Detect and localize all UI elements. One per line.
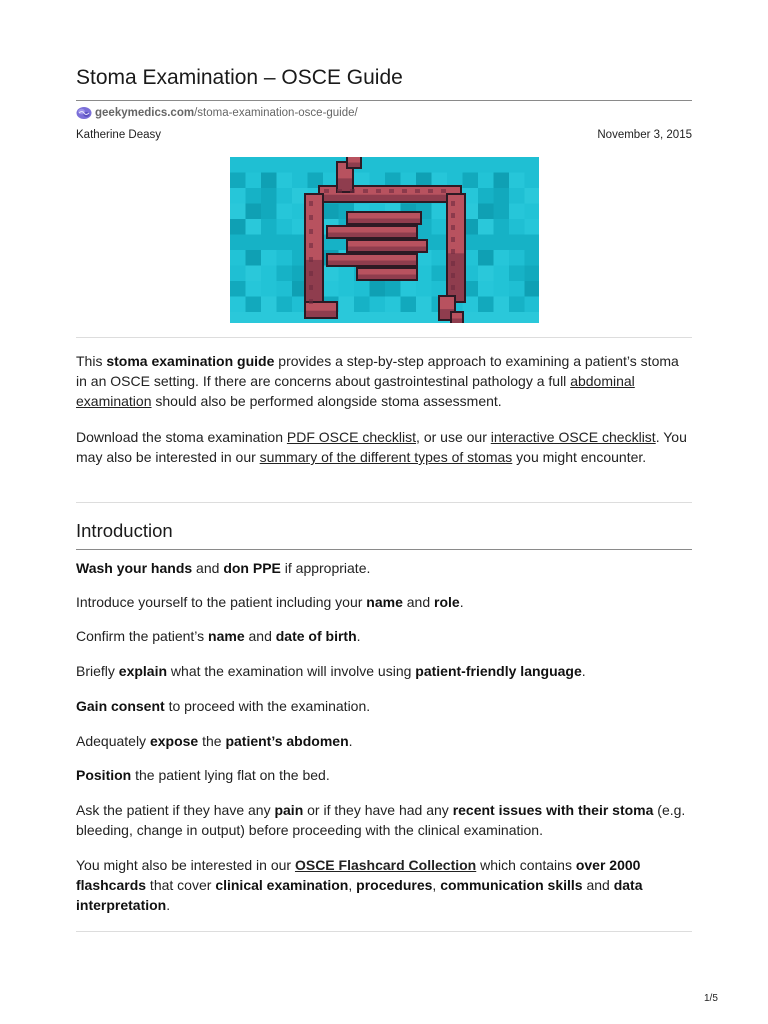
emphasis-text: don PPE — [223, 560, 281, 576]
source-url[interactable] — [76, 105, 358, 121]
inline-link[interactable]: summary of the different types of stomas — [259, 449, 513, 465]
section-paragraph — [76, 592, 692, 612]
emphasis-text: expose — [149, 733, 199, 749]
section-heading: Introduction — [76, 520, 173, 541]
article-title: Stoma Examination – OSCE Guide — [76, 66, 403, 89]
body-text: (e.g. bleeding, change in output) before proceeding with the clinical examination. — [76, 802, 686, 838]
body-text: , — [432, 877, 441, 893]
emphasis-text: patient’s abdomen — [225, 733, 349, 749]
body-text: should also be performed alongside stoma assessment. — [151, 393, 502, 409]
page-number: 1/5 — [704, 993, 718, 1004]
body-text: and — [244, 628, 276, 644]
emphasis-text: data interpretation — [76, 877, 643, 913]
author-name: Katherine Deasy — [76, 129, 162, 141]
body-text: Introduce yourself to the patient including your — [76, 594, 367, 610]
emphasis-text: date of birth — [275, 628, 357, 644]
emphasis-text: role — [434, 594, 460, 610]
hero-image — [230, 157, 539, 323]
body-text: and — [402, 594, 435, 610]
body-text: Ask the patient if they have any — [76, 802, 275, 818]
body-text: what the examination will involve using — [167, 663, 416, 679]
intro-paragraph — [76, 351, 692, 411]
body-text: This — [76, 353, 107, 369]
section-paragraph — [76, 558, 692, 578]
section-paragraph — [76, 855, 692, 915]
emphasis-text: over 2000 flashcards — [76, 857, 641, 893]
section-paragraph — [76, 626, 692, 646]
emphasis-text: Wash your hands — [76, 560, 193, 576]
emphasis-text: Position — [76, 767, 132, 783]
body-text: . You may also be interested in our — [76, 429, 687, 465]
divider — [76, 931, 692, 932]
body-text: . — [166, 897, 171, 913]
body-text: , — [348, 877, 357, 893]
body-text: You might also be interested in our — [76, 857, 295, 873]
body-text: Briefly — [76, 663, 119, 679]
emphasis-text: communication skills — [440, 877, 583, 893]
divider — [76, 337, 692, 338]
inline-link[interactable]: abdominal examination — [76, 373, 635, 409]
source-domain[interactable]: geekymedics.com — [95, 107, 195, 119]
intro-paragraph — [76, 427, 692, 467]
section-divider — [76, 549, 692, 550]
body-text: if appropriate. — [280, 560, 371, 576]
emphasis-text: recent issues with their stoma — [452, 802, 654, 818]
body-text: . — [581, 663, 586, 679]
section-paragraph — [76, 800, 692, 840]
body-text: Adequately — [76, 733, 150, 749]
section-paragraph — [76, 696, 692, 716]
body-text: , or use our — [416, 429, 491, 445]
body-text: . — [356, 628, 361, 644]
body-text: that cover — [146, 877, 216, 893]
section-paragraph — [76, 731, 692, 751]
title-divider — [76, 100, 692, 101]
emphasis-text: stoma examination guide — [106, 353, 275, 369]
body-text: which contains — [476, 857, 576, 873]
emphasis-text: procedures — [356, 877, 433, 893]
inline-link[interactable]: interactive OSCE checklist — [490, 429, 656, 445]
body-text: Download the stoma examination — [76, 429, 287, 445]
body-text: . — [348, 733, 353, 749]
section-paragraph — [76, 661, 692, 681]
emphasis-text: explain — [118, 663, 168, 679]
divider — [76, 502, 692, 503]
emphasis-text: name — [366, 594, 403, 610]
body-text: or if they have had any — [303, 802, 453, 818]
body-text: . — [459, 594, 464, 610]
body-text: the — [198, 733, 226, 749]
emphasis-text: Gain consent — [76, 698, 165, 714]
inline-link[interactable]: PDF OSCE checklist — [286, 429, 417, 445]
source-path[interactable]: /stoma-examination-osce-guide/ — [194, 107, 358, 119]
bowel-stoma-icon — [230, 157, 539, 323]
brain-icon — [76, 106, 92, 120]
publish-date: November 3, 2015 — [597, 129, 692, 141]
body-text: provides a step-by-step approach to examining a patient’s stoma in an OSCE setting. If there are concerns about gastrointestinal pathology a full — [76, 353, 679, 389]
body-text: Confirm the patient’s — [76, 628, 209, 644]
body-text: to proceed with the examination. — [164, 698, 371, 714]
section-paragraph — [76, 765, 692, 785]
emphasis-text: patient-friendly language — [415, 663, 582, 679]
body-text: you might encounter. — [512, 449, 647, 465]
body-text: the patient lying flat on the bed. — [131, 767, 330, 783]
emphasis-text: pain — [274, 802, 304, 818]
emphasis-text: clinical examination — [215, 877, 349, 893]
inline-link[interactable]: OSCE Flashcard Collection — [294, 857, 477, 873]
body-text: and — [192, 560, 224, 576]
emphasis-text: name — [208, 628, 245, 644]
body-text: and — [582, 877, 614, 893]
